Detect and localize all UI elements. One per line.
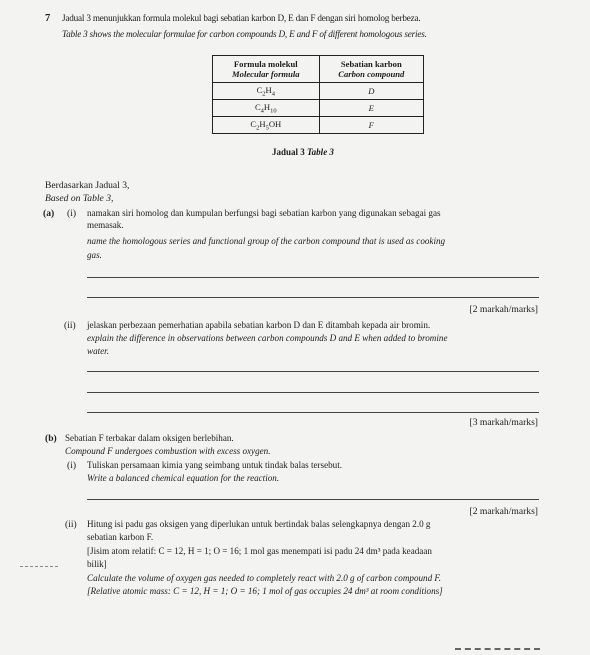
formula-table <box>212 55 424 134</box>
col-header-formula <box>213 56 320 83</box>
answer-line[interactable] <box>87 371 539 372</box>
answer-line[interactable] <box>87 277 539 278</box>
compound-cell: E <box>319 100 423 117</box>
part-b-intro-ms: Sebatian F terbakar dalam oksigen berlebihan. <box>65 433 234 443</box>
part-a-label: (a) <box>43 208 55 219</box>
part-b-ii-label: (ii) <box>65 519 77 530</box>
answer-line[interactable] <box>87 412 539 413</box>
part-b-ii-ms-3: [Jisim atom relatif: C = 12, H = 1; O = 16; 1 mol gas menempati isi padu 24 dm³ pada keadaan <box>87 546 432 556</box>
part-a-ii-en-2: water. <box>87 346 109 356</box>
question-intro-en: Table 3 shows the molecular formulae for carbon compounds D, E and F of different homologous series. <box>62 29 427 39</box>
question-number: 7 <box>45 13 51 24</box>
part-a-i-label: (i) <box>67 208 77 219</box>
part-a-ii-marks: [3 markah/marks] <box>469 417 538 428</box>
part-b-intro-en: Compound F undergoes combustion with excess oxygen. <box>65 446 271 456</box>
answer-line[interactable] <box>87 297 539 298</box>
table-caption-ms: Jadual 3 <box>272 147 305 157</box>
part-b-i-marks: [2 markah/marks] <box>469 506 538 517</box>
formula-cell: $C_2H_4$ <box>213 83 320 100</box>
part-a-i-ms-2: memasak. <box>87 220 124 230</box>
part-a-ii-ms: jelaskan perbezaan pemerhatian apabila sebatian karbon D dan E ditambah kepada air bromin. <box>87 320 431 330</box>
part-b-ii-ms-2: sebatian karbon F. <box>87 532 154 542</box>
part-b-ii-en-1: Calculate the volume of oxygen gas needed to completely react with 2.0 g of carbon compound F. <box>87 573 442 583</box>
based-on-en: Based on Table 3, <box>45 193 114 204</box>
part-a-i-en-1: name the homologous series and functional group of the carbon compound that is used as cooking <box>87 236 446 246</box>
part-b-i-en: Write a balanced chemical equation for the reaction. <box>87 473 280 483</box>
part-a-i-marks: [2 markah/marks] <box>469 304 538 315</box>
col-header-formula-ms: Formula molekul <box>233 59 298 69</box>
part-b-ii-ms-1: Hitung isi padu gas oksigen yang diperlukan untuk bertindak balas selengkapnya dengan 2.0 g <box>87 519 431 529</box>
scan-mark <box>455 648 540 650</box>
part-b-ii-en-2: [Relative atomic mass: C = 12, H = 1; O = 16; 1 mol of gas occupies 24 dm³ at room conditions] <box>87 586 443 596</box>
part-b-i-ms: Tuliskan persamaan kimia yang seimbang untuk tindak balas tersebut. <box>87 460 342 470</box>
part-a-ii-label: (ii) <box>64 320 76 331</box>
scan-mark <box>20 566 58 567</box>
compound-cell: D <box>319 83 423 100</box>
table-row <box>213 100 424 117</box>
col-header-compound <box>319 56 423 83</box>
table-row <box>213 117 424 134</box>
question-intro-ms: Jadual 3 menunjukkan formula molekul bagi sebatian karbon D, E dan F dengan siri homolog berbeza. <box>62 13 421 23</box>
formula-cell: $C_4H_{10}$ <box>213 100 320 117</box>
table-caption-en: Table 3 <box>307 147 334 157</box>
part-b-label: (b) <box>45 433 57 444</box>
part-a-i-ms-1: namakan siri homolog dan kumpulan berfungsi bagi sebatian karbon yang digunakan sebagai gas <box>87 208 441 218</box>
based-on-ms: Berdasarkan Jadual 3, <box>45 180 130 191</box>
col-header-compound-ms: Sebatian karbon <box>340 59 402 69</box>
answer-line[interactable] <box>87 499 539 500</box>
formula-cell: $C_2H_5OH$ <box>213 117 320 134</box>
table-row <box>213 83 424 100</box>
compound-cell: F <box>319 117 423 134</box>
part-b-ii-ms-4: bilik] <box>87 559 107 569</box>
col-header-compound-en: Carbon compound <box>338 69 405 79</box>
table-caption <box>272 147 334 158</box>
part-b-i-label: (i) <box>67 460 77 471</box>
col-header-formula-en: Molecular formula <box>232 69 300 79</box>
part-a-i-en-2: gas. <box>87 250 102 260</box>
part-a-ii-en-1: explain the difference in observations between carbon compounds D and E when added to bromine <box>87 333 448 343</box>
answer-line[interactable] <box>87 392 539 393</box>
